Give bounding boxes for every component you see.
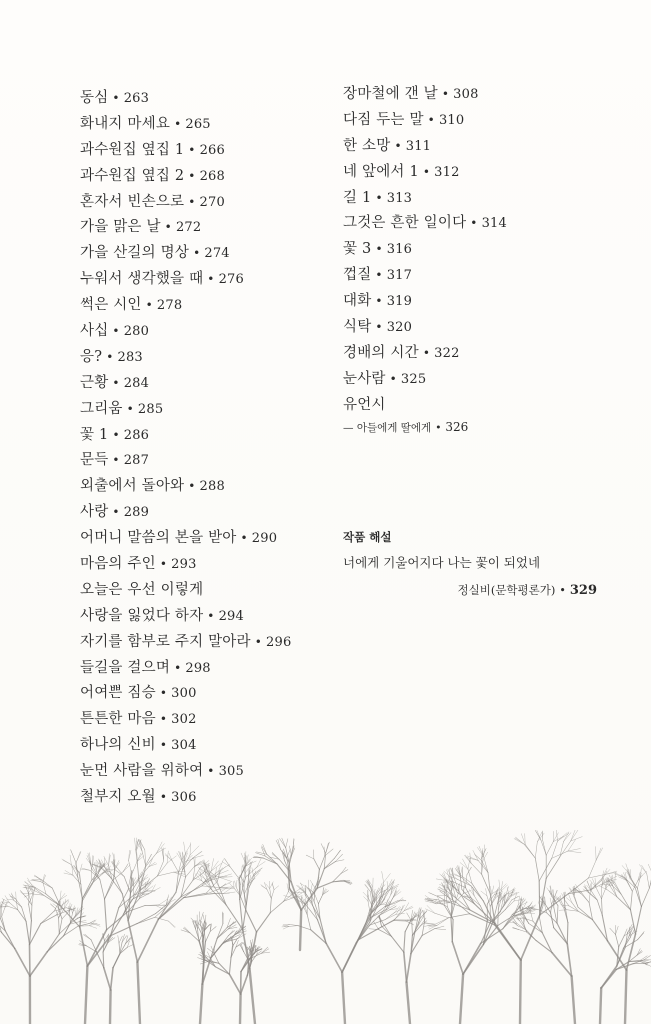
toc-entry-title: 꽃 3 xyxy=(343,241,372,258)
toc-subtitle xyxy=(343,417,507,438)
toc-entry-title: 자기를 함부로 주지 말아라 xyxy=(80,633,251,650)
toc-entry xyxy=(80,785,291,811)
toc-page-number: 326 xyxy=(445,419,469,434)
page-separator: • xyxy=(112,505,120,520)
toc-entry xyxy=(343,186,507,212)
bare-tree-icon xyxy=(23,849,175,1024)
toc-entry-title: 유언시 xyxy=(343,396,386,413)
toc-entry-title: 화내지 마세요 xyxy=(80,115,171,132)
toc-entry-title: 썩은 시인 xyxy=(80,297,142,314)
toc-page-number: 284 xyxy=(123,375,150,391)
toc-page-number: 274 xyxy=(204,246,230,262)
toc-entry-title: 마음의 주인 xyxy=(80,556,156,573)
toc-entry xyxy=(80,656,291,682)
toc-entry-title: 눈먼 사람을 위하여 xyxy=(80,763,204,780)
toc-entry-title: 다짐 두는 말 xyxy=(343,111,424,128)
toc-entry-title: 철부지 오월 xyxy=(80,789,156,806)
toc-page-number: 265 xyxy=(185,116,211,132)
toc-entry-title: 근황 xyxy=(80,374,109,391)
toc-page-number: 288 xyxy=(199,479,225,495)
toc-entry-title: 장마철에 갠 날 xyxy=(343,86,438,102)
toc-entry xyxy=(80,215,291,241)
toc-page-number: 266 xyxy=(199,142,225,158)
toc-page-number: 280 xyxy=(123,324,150,340)
page-separator: • xyxy=(159,712,168,727)
toc-entry-title: 그리움 xyxy=(80,400,123,417)
page-separator: • xyxy=(375,320,383,335)
toc-entry-title: 문득 xyxy=(80,452,109,469)
toc-entry-title: 튼튼한 마음 xyxy=(80,711,156,728)
toc-page-number: 300 xyxy=(171,686,197,702)
essay-author: 정실비(문학평론가) xyxy=(457,583,556,597)
toc-entry-title: 응? xyxy=(80,348,103,365)
toc-page-number: 276 xyxy=(218,272,244,288)
toc-entry xyxy=(343,237,507,263)
toc-entry-title: 눈사람 xyxy=(343,370,386,387)
page-separator: • xyxy=(174,660,182,675)
toc-entry xyxy=(80,190,291,216)
toc-entry xyxy=(80,759,291,785)
essay-title: 너에게 기울어지다 나는 꽃이 되었네 xyxy=(343,555,541,570)
page-separator: • xyxy=(375,268,383,283)
toc-page-number: 316 xyxy=(386,242,413,258)
toc-page-number: 322 xyxy=(434,345,460,361)
page-separator: • xyxy=(106,349,114,364)
page-separator: • xyxy=(207,272,215,287)
page-separator: • xyxy=(164,220,172,235)
page-separator: • xyxy=(112,324,120,339)
page-separator: • xyxy=(207,608,215,623)
toc-entry xyxy=(80,448,291,474)
toc-entry xyxy=(343,289,507,315)
toc-subtitle-text: — 아들에게 딸에게 xyxy=(343,421,432,434)
toc-page-number: 304 xyxy=(171,738,197,754)
toc-entry-title: 그것은 흔한 일이다 xyxy=(343,215,467,232)
page-separator: • xyxy=(427,112,435,127)
toc-entry xyxy=(80,86,291,112)
toc-page-number: 320 xyxy=(386,320,413,336)
toc-page-number: 313 xyxy=(386,190,413,206)
bare-tree-icon xyxy=(198,937,270,1024)
bare-tree-icon xyxy=(282,871,417,1024)
page-separator: • xyxy=(145,298,153,313)
toc-entry-title: 누워서 생각했을 때 xyxy=(80,271,204,288)
toc-entry-title: 과수원집 옆집 1 xyxy=(80,141,185,158)
page-separator: • xyxy=(159,686,168,701)
toc-left-column xyxy=(80,86,291,811)
toc-entry xyxy=(80,267,291,293)
toc-entry xyxy=(80,138,291,164)
toc-page-number: 325 xyxy=(400,371,427,387)
toc-entry-title: 꽃 1 xyxy=(80,426,109,443)
essay-page-number: 329 xyxy=(569,583,597,598)
toc-entry xyxy=(80,500,291,526)
page-separator: • xyxy=(112,375,120,390)
page-separator: • xyxy=(441,87,450,101)
toc-entry xyxy=(80,112,291,138)
toc-entry xyxy=(80,397,291,423)
toc-page-number: 278 xyxy=(156,298,183,314)
toc-entry xyxy=(80,164,291,190)
toc-page-number: 296 xyxy=(266,634,292,650)
toc-entry-title: 외출에서 돌아와 xyxy=(80,478,185,495)
toc-entry xyxy=(80,371,291,397)
toc-page-number: 314 xyxy=(481,216,507,232)
toc-page-number: 290 xyxy=(251,531,278,547)
toc-entry xyxy=(80,293,291,319)
toc-entry-title: 식탁 xyxy=(343,319,372,336)
toc-page-number: 312 xyxy=(434,164,460,180)
toc-entry xyxy=(80,345,291,371)
toc-entry-title: 가을 산길의 명상 xyxy=(80,245,190,262)
page-separator: • xyxy=(159,557,168,572)
page-separator: • xyxy=(422,345,431,360)
toc-entry-title: 하나의 신비 xyxy=(80,737,156,754)
toc-entry xyxy=(80,552,291,578)
toc-entry xyxy=(80,578,291,604)
toc-entry-title: 대화 xyxy=(343,293,372,310)
toc-page-number: 268 xyxy=(199,168,225,184)
toc-entry xyxy=(343,134,507,160)
essay-section xyxy=(343,528,613,601)
toc-page-number: 308 xyxy=(453,87,479,102)
toc-page-number: 293 xyxy=(171,557,197,573)
toc-page-number: 317 xyxy=(386,268,413,284)
toc-entry xyxy=(80,630,291,656)
toc-page-number: 286 xyxy=(123,427,150,443)
essay-heading: 작품 해설 xyxy=(343,530,392,544)
toc-page-number: 287 xyxy=(123,453,150,469)
toc-entry-title: 네 앞에서 1 xyxy=(343,163,419,180)
page-separator: • xyxy=(159,790,168,805)
page-separator: • xyxy=(193,246,201,261)
bare-tree-icon xyxy=(369,908,446,1024)
toc-entry-title: 혼자서 빈손으로 xyxy=(80,193,185,210)
toc-entry xyxy=(80,733,291,759)
toc-entry-title: 어여쁜 짐승 xyxy=(80,685,156,702)
toc-entry-title: 들길을 걸으며 xyxy=(80,659,171,676)
page-separator: • xyxy=(112,91,120,105)
page-separator: • xyxy=(159,738,168,753)
toc-entry-title: 한 소망 xyxy=(343,137,391,154)
toc-entry xyxy=(343,108,507,134)
toc-page-number: 294 xyxy=(218,608,244,624)
toc-entry xyxy=(343,211,507,237)
toc-entry-title: 과수원집 옆집 2 xyxy=(80,167,185,184)
toc-entry xyxy=(343,341,507,367)
toc-entry-title: 가을 맑은 날 xyxy=(80,219,161,236)
toc-entry-title: 사랑을 잃었다 하자 xyxy=(80,607,204,624)
toc-entry xyxy=(343,263,507,289)
page-separator: • xyxy=(559,584,566,597)
toc-entry-title: 사십 xyxy=(80,323,109,340)
bare-trees-illustration xyxy=(0,830,651,1024)
bare-tree-icon xyxy=(253,838,352,950)
page-separator: • xyxy=(240,531,248,546)
toc-page-number: 272 xyxy=(175,220,202,236)
toc-entry xyxy=(343,315,507,341)
toc-entry-title: 사랑 xyxy=(80,504,109,521)
essay-author-line xyxy=(343,580,613,601)
toc-page-number: 263 xyxy=(123,91,150,106)
toc-entry-title: 길 1 xyxy=(343,189,372,206)
toc-entry xyxy=(343,367,507,393)
page-separator: • xyxy=(389,371,397,386)
page-separator: • xyxy=(470,216,478,231)
page-separator: • xyxy=(207,764,215,779)
toc-entry xyxy=(343,393,507,419)
page-separator: • xyxy=(188,194,196,209)
toc-page-number: 302 xyxy=(171,712,197,728)
toc-entry xyxy=(80,681,291,707)
toc-entry xyxy=(80,423,291,449)
toc-page-number: 270 xyxy=(199,194,225,210)
page-separator: • xyxy=(435,421,442,434)
toc-right-column xyxy=(343,82,507,438)
toc-page-number: 306 xyxy=(171,790,197,806)
toc-page-number: 305 xyxy=(218,764,244,780)
toc-page-number: 310 xyxy=(438,112,465,128)
toc-entry xyxy=(80,604,291,630)
page-separator: • xyxy=(254,634,262,649)
page-separator: • xyxy=(188,142,196,157)
toc-entry-title: 어머니 말씀의 본을 받아 xyxy=(80,530,237,547)
toc-entry xyxy=(80,707,291,733)
toc-entry-title: 오늘은 우선 이렇게 xyxy=(80,581,204,598)
toc-entry xyxy=(80,241,291,267)
page-separator: • xyxy=(394,138,402,153)
toc-entry xyxy=(80,319,291,345)
toc-entry-title: 경배의 시간 xyxy=(343,344,419,361)
page-separator: • xyxy=(422,164,431,179)
page-separator: • xyxy=(375,294,383,309)
toc-page-number: 319 xyxy=(386,294,413,310)
toc-entry xyxy=(80,526,291,552)
page-separator: • xyxy=(375,242,383,257)
toc-page-number: 311 xyxy=(405,138,432,154)
page-separator: • xyxy=(188,168,196,183)
toc-page-number: 285 xyxy=(137,401,164,417)
toc-entry-title: 껍질 xyxy=(343,267,372,284)
page-separator: • xyxy=(112,453,120,468)
page-separator: • xyxy=(112,427,120,442)
page-separator: • xyxy=(375,190,383,205)
page-separator: • xyxy=(174,116,182,131)
page-separator: • xyxy=(188,479,196,494)
toc-entry xyxy=(80,474,291,500)
page-separator: • xyxy=(126,401,134,416)
toc-entry-title: 동심 xyxy=(80,90,109,106)
toc-page-number: 298 xyxy=(185,660,211,676)
toc-entry xyxy=(343,160,507,186)
toc-entry xyxy=(343,82,507,108)
toc-page-number: 283 xyxy=(117,349,143,365)
bare-tree-icon xyxy=(181,912,246,1024)
toc-page-number: 289 xyxy=(123,505,150,521)
